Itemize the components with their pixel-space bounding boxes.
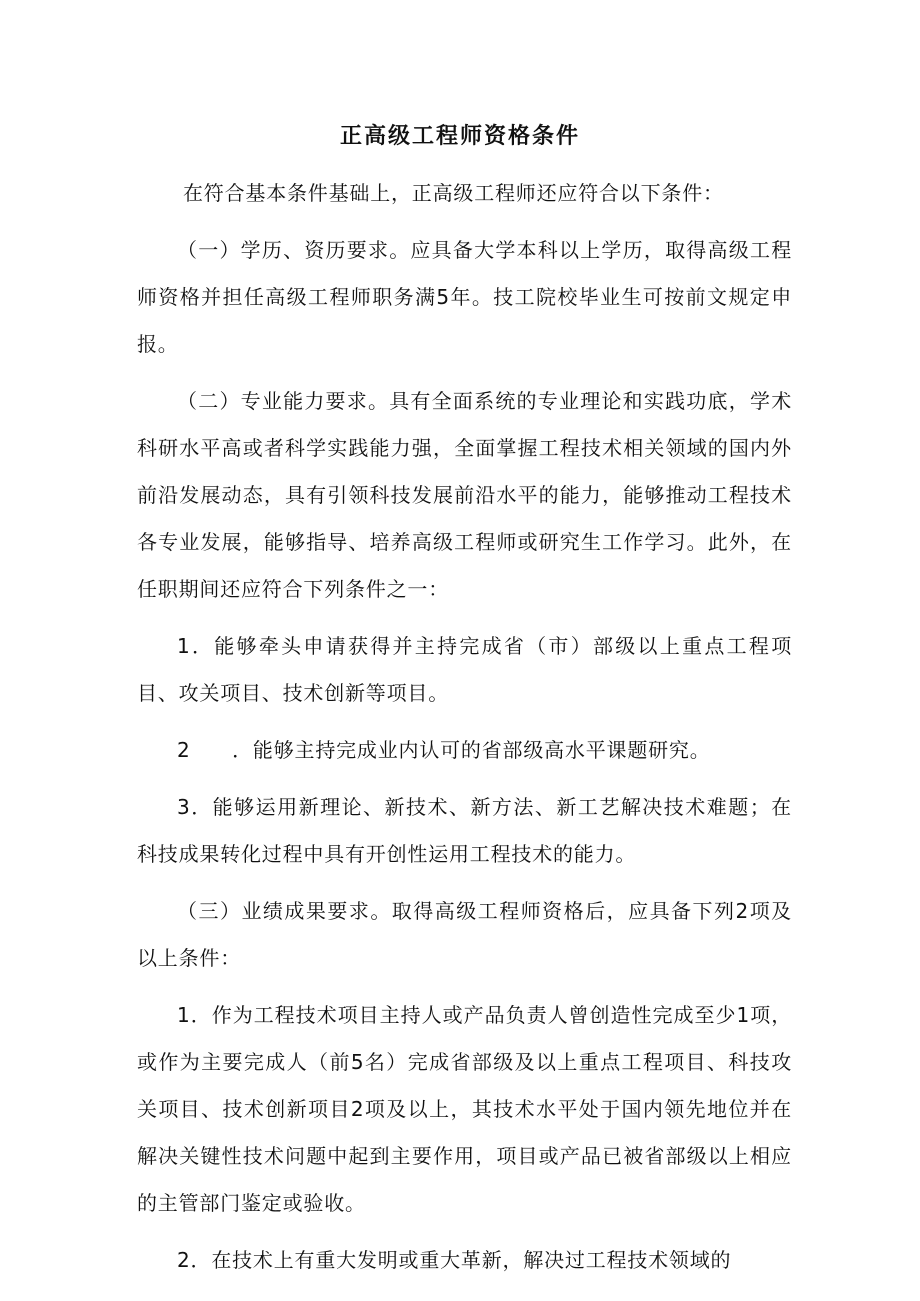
list-item-achievement-2: 2．在技术上有重大发明或重大革新，解决过工程技术领域的 — [177, 1248, 732, 1272]
document-title: 正高级工程师资格条件 — [339, 124, 580, 149]
document-body — [137, 170, 792, 1284]
list-item-ability-2: 2 ．能够主持完成业内认可的省部级高水平课题研究。 — [177, 738, 711, 762]
paragraph-education-requirement: （一）学历、资历要求。应具备大学本科以上学历，取得高级工程师资格并担任高级工程师职务满5年。技工院校毕业生可按前文规定申报。 — [137, 238, 792, 356]
paragraph-achievement-requirement: （三）业绩成果要求。取得高级工程师资格后，应具备下列2项及以上条件： — [137, 899, 792, 970]
paragraph-ability-requirement: （二）专业能力要求。具有全面系统的专业理论和实践功底，学术科研水平高或者科学实践能力强，全面掌握工程技术相关领域的国内外前沿发展动态，具有引领科技发展前沿水平的能力，能够推动工程技术各专业发展，能够指导、培养高级工程师或研究生工作学习。此外，在任职期间还应符合下列条件之一： — [137, 389, 792, 601]
list-item-ability-3: 3．能够运用新理论、新技术、新方法、新工艺解决技术难题；在科技成果转化过程中具有开创性运用工程技术的能力。 — [137, 795, 792, 866]
list-item-achievement-1: 1．作为工程技术项目主持人或产品负责人曾创造性完成至少1项，或作为主要完成人（前5名）完成省部级及以上重点工程项目、科技攻关项目、技术创新项目2项及以上，其技术水平处于国内领先地位并在解决关键性技术问题中起到主要作用，项目或产品已被省部级以上相应的主管部门鉴定或验收。 — [137, 1003, 792, 1215]
paragraph-intro: 在符合基本条件基础上，正高级工程师还应符合以下条件： — [183, 181, 724, 205]
list-item-ability-1: 1．能够牵头申请获得并主持完成省（市）部级以上重点工程项目、攻关项目、技术创新等项目。 — [137, 634, 792, 705]
